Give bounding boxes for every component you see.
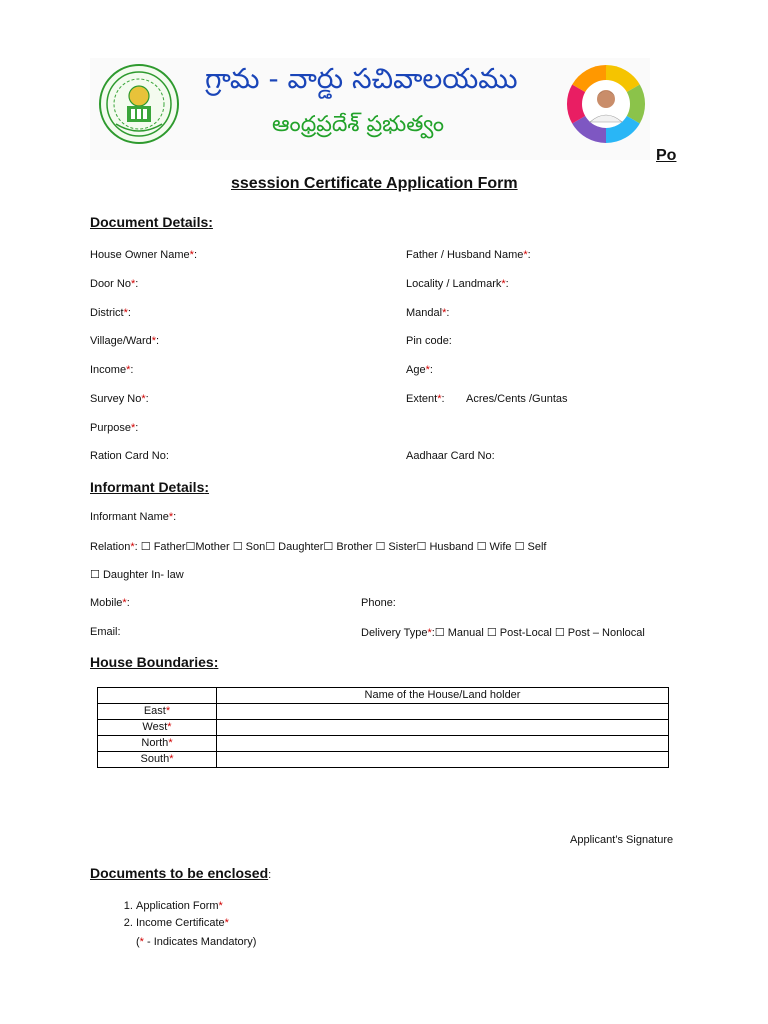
boundary-east-label: East* (98, 704, 217, 720)
telugu-department-title: గ్రామ - వార్డు సచివాలయము (205, 62, 518, 95)
age-field[interactable]: Age*: (406, 364, 433, 376)
holder-name-column-header: Name of the House/Land holder (217, 688, 669, 704)
boundary-south-label: South* (98, 752, 217, 768)
pin-code-field[interactable]: Pin code: (406, 335, 452, 347)
list-item: 2. Income Certificate* (136, 915, 229, 932)
relation-label: Relation (90, 541, 131, 553)
purpose-field[interactable]: Purpose*: (90, 422, 139, 434)
boundary-south-input[interactable] (217, 752, 669, 768)
applicant-signature-label: Applicant’s Signature (570, 834, 674, 846)
delivery-option-post-nonlocal[interactable]: ☐ Post – Nonlocal (554, 626, 645, 639)
email-field[interactable]: Email: (90, 626, 121, 638)
relation-option-mother[interactable]: ☐Mother (185, 540, 230, 553)
relation-option-sister[interactable]: ☐ Sister (375, 540, 417, 553)
father-husband-name-field[interactable]: Father / Husband Name*: (406, 249, 531, 261)
ration-card-field[interactable]: Ration Card No: (90, 450, 169, 462)
district-field[interactable]: District*: (90, 307, 131, 319)
table-row (98, 720, 669, 736)
relation-option-brother[interactable]: ☐ Brother (323, 540, 373, 553)
informant-details-heading: Informant Details: (90, 479, 210, 495)
relation-option-self[interactable]: ☐ Self (514, 540, 547, 553)
table-header-row (98, 688, 669, 704)
aadhaar-card-field[interactable]: Aadhaar Card No: (406, 450, 495, 462)
house-boundaries-table (97, 687, 669, 768)
relation-row: Relation*: ☐ Father☐Mother ☐ Son☐ Daughter☐ Brother ☐ Sister☐ Husband ☐ Wife ☐ Self (90, 540, 547, 553)
relation-option-daughter[interactable]: ☐ Daughter (265, 540, 324, 553)
delivery-option-manual[interactable]: ☐ Manual (434, 626, 484, 639)
documents-heading: Documents to be enclosed: (90, 865, 272, 881)
delivery-type-row: Delivery Type*:☐ Manual ☐ Post-Local ☐ Post – Nonlocal (361, 626, 645, 639)
extent-units-label: Acres/Cents /Guntas (466, 393, 568, 405)
boundary-north-input[interactable] (217, 736, 669, 752)
door-no-field[interactable]: Door No*: (90, 278, 139, 290)
table-row (98, 752, 669, 768)
form-title-part1: Po (656, 147, 677, 164)
income-field[interactable]: Income*: (90, 364, 134, 376)
delivery-type-label: Delivery Type (361, 627, 428, 639)
relation-option-wife[interactable]: ☐ Wife (476, 540, 512, 553)
mandatory-note: (* - Indicates Mandatory) (136, 936, 257, 948)
relation-option-daughter-in-law[interactable]: ☐ Daughter In- law (90, 568, 184, 581)
phone-field[interactable]: Phone: (361, 597, 396, 609)
table-corner-cell (98, 688, 217, 704)
documents-list (112, 898, 229, 932)
delivery-option-post-local[interactable]: ☐ Post-Local (486, 626, 552, 639)
locality-landmark-field[interactable]: Locality / Landmark*: (406, 278, 509, 290)
table-row (98, 736, 669, 752)
mandal-field[interactable]: Mandal*: (406, 307, 450, 319)
table-row (98, 704, 669, 720)
chief-minister-emblem (566, 64, 646, 144)
relation-option-father[interactable]: ☐ Father (140, 540, 186, 553)
survey-no-field[interactable]: Survey No*: (90, 393, 149, 405)
village-ward-field[interactable]: Village/Ward*: (90, 335, 160, 347)
list-item: 1. Application Form* (136, 898, 229, 915)
mobile-field[interactable]: Mobile*: (90, 597, 130, 609)
boundary-west-input[interactable] (217, 720, 669, 736)
boundary-east-input[interactable] (217, 704, 669, 720)
boundary-west-label: West* (98, 720, 217, 736)
relation-option-husband[interactable]: ☐ Husband (416, 540, 474, 553)
extent-field[interactable]: Extent*: (406, 393, 445, 405)
relation-option-son[interactable]: ☐ Son (232, 540, 266, 553)
government-seal-logo (98, 62, 180, 150)
boundary-north-label: North* (98, 736, 217, 752)
house-boundaries-heading: House Boundaries: (90, 654, 219, 670)
document-details-heading: Document Details: (90, 214, 213, 230)
informant-name-field[interactable]: Informant Name*: (90, 511, 177, 523)
house-owner-name-field[interactable]: House Owner Name*: (90, 249, 197, 261)
form-title-part2: ssession Certificate Application Form (231, 175, 518, 192)
telugu-government-title: ఆంధ్రప్రదేశ్ ప్రభుత్వం (272, 112, 445, 137)
